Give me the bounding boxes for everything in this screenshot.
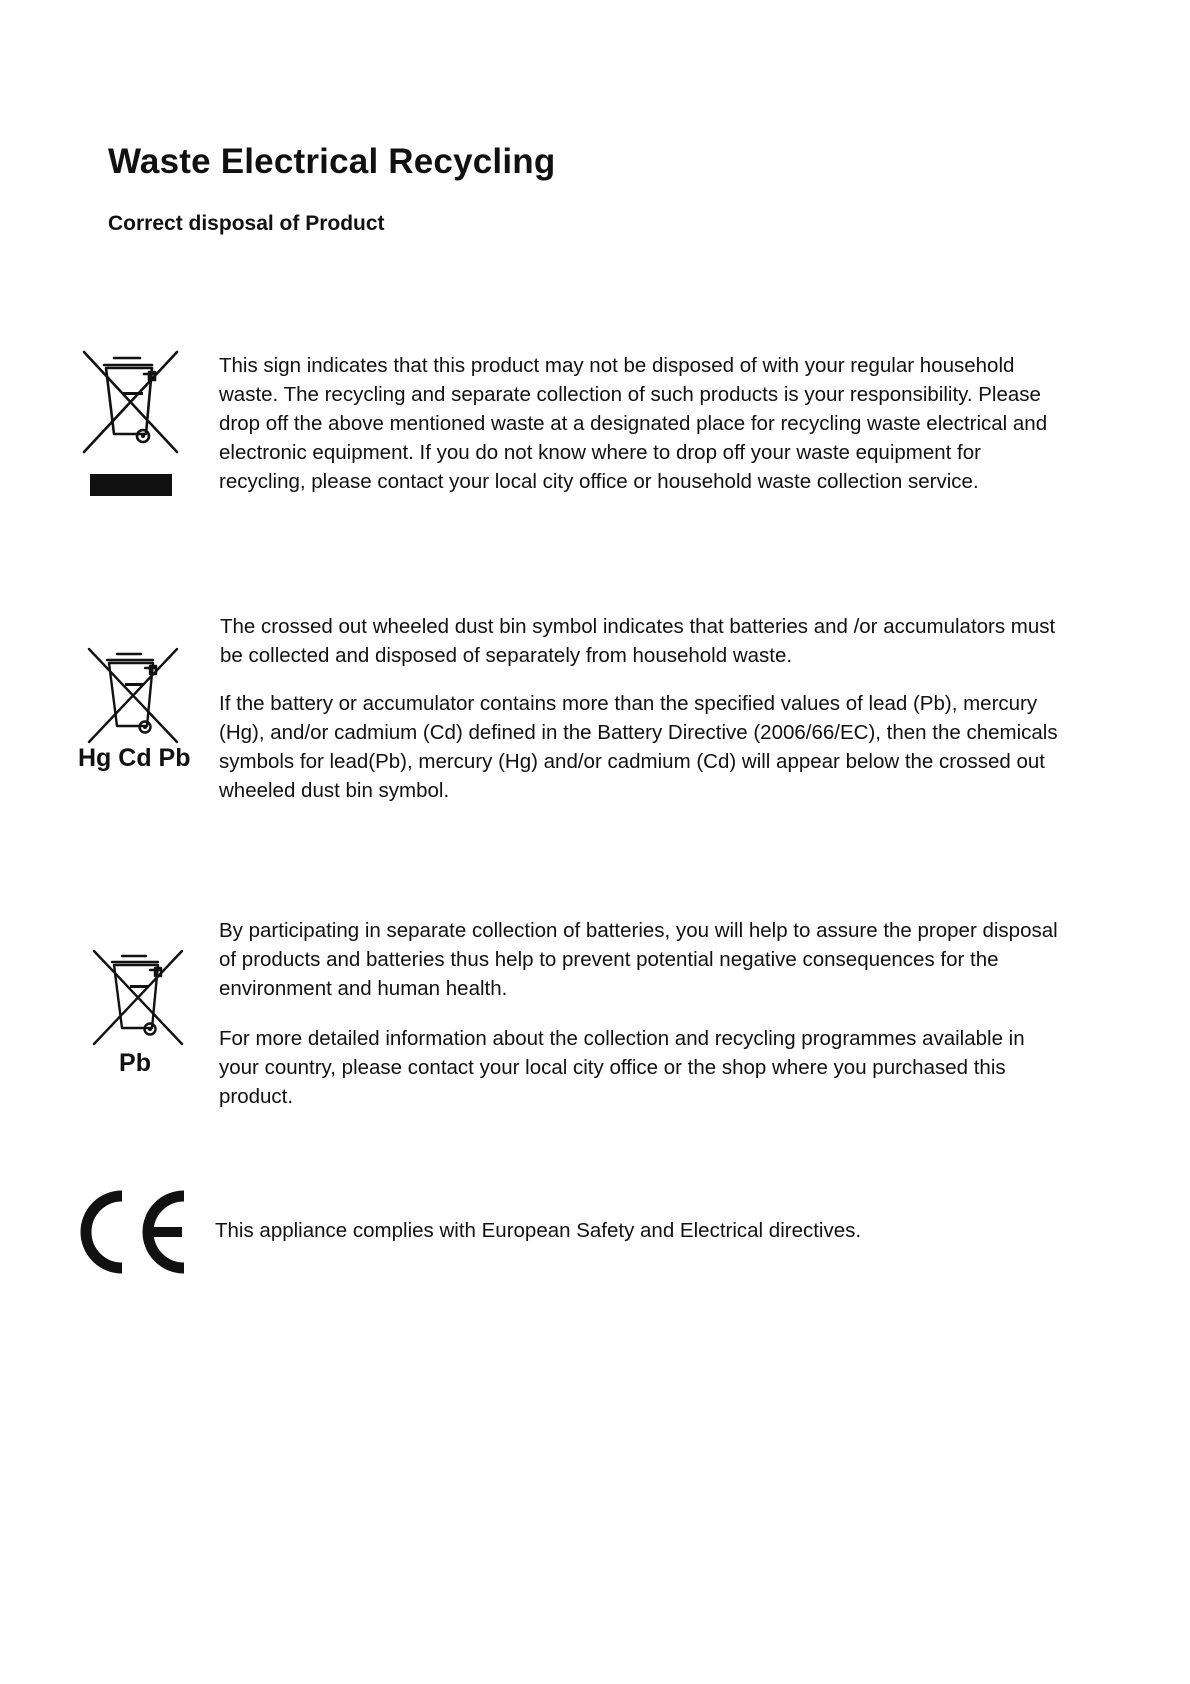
text-line: This sign indicates that this product may not be disposed of with your regular household — [219, 354, 1015, 377]
text-line: be collected and disposed of separately from household waste. — [220, 644, 793, 667]
text-line: your country, please contact your local city office or the shop where you purchased this — [219, 1056, 1006, 1079]
page-title: Waste Electrical Recycling — [108, 142, 556, 181]
ce-mark-icon — [80, 1190, 192, 1274]
weee-symbol — [80, 348, 182, 498]
chemical-symbol-label: Pb — [119, 1049, 151, 1077]
text-line: This appliance complies with European Safety and Electrical directives. — [215, 1219, 862, 1242]
battery-symbol-hg-cd-pb — [85, 646, 181, 746]
crossed-wheelie-bin-icon — [85, 646, 181, 746]
text-line: environment and human health. — [219, 977, 508, 1000]
text-line: product. — [219, 1085, 294, 1108]
text-line: electronic equipment. If you do not know where to drop off your waste equipment for — [219, 441, 981, 464]
crossed-wheelie-bin-icon — [90, 948, 186, 1048]
ce-mark — [80, 1190, 192, 1274]
weee-paragraph — [219, 351, 1047, 496]
page-subtitle: Correct disposal of Product — [108, 212, 385, 235]
ce-paragraph — [215, 1216, 861, 1245]
battery-paragraph-1 — [220, 612, 1055, 670]
text-line: drop off the above mentioned waste at a designated place for recycling waste electrical and — [219, 412, 1048, 435]
text-line: The crossed out wheeled dust bin symbol indicates that batteries and /or accumulators must — [220, 615, 1056, 638]
text-line: By participating in separate collection of batteries, you will help to assure the proper disposal — [219, 919, 1058, 942]
text-line: of products and batteries thus help to prevent potential negative consequences for the — [219, 948, 999, 971]
text-line: symbols for lead(Pb), mercury (Hg) and/or cadmium (Cd) will appear below the crossed out — [219, 750, 1046, 773]
text-line: wheeled dust bin symbol. — [219, 779, 450, 802]
text-line: recycling, please contact your local city office or household waste collection service. — [219, 470, 979, 493]
text-line: waste. The recycling and separate collection of such products is your responsibility. Please — [219, 383, 1041, 406]
collection-paragraph-1 — [219, 916, 1058, 1003]
collection-paragraph-2 — [219, 1024, 1025, 1111]
text-line: If the battery or accumulator contains more than the specified values of lead (Pb), mercury — [219, 692, 1038, 715]
crossed-wheelie-bin-icon — [80, 348, 182, 498]
battery-paragraph-2 — [219, 689, 1058, 805]
text-line: (Hg), and/or cadmium (Cd) defined in the Battery Directive (2006/66/EC), then the chemicals — [219, 721, 1058, 744]
chemical-symbols-label: Hg Cd Pb — [78, 744, 191, 772]
battery-symbol-pb — [90, 948, 186, 1048]
text-line: For more detailed information about the collection and recycling programmes available in — [219, 1027, 1025, 1050]
